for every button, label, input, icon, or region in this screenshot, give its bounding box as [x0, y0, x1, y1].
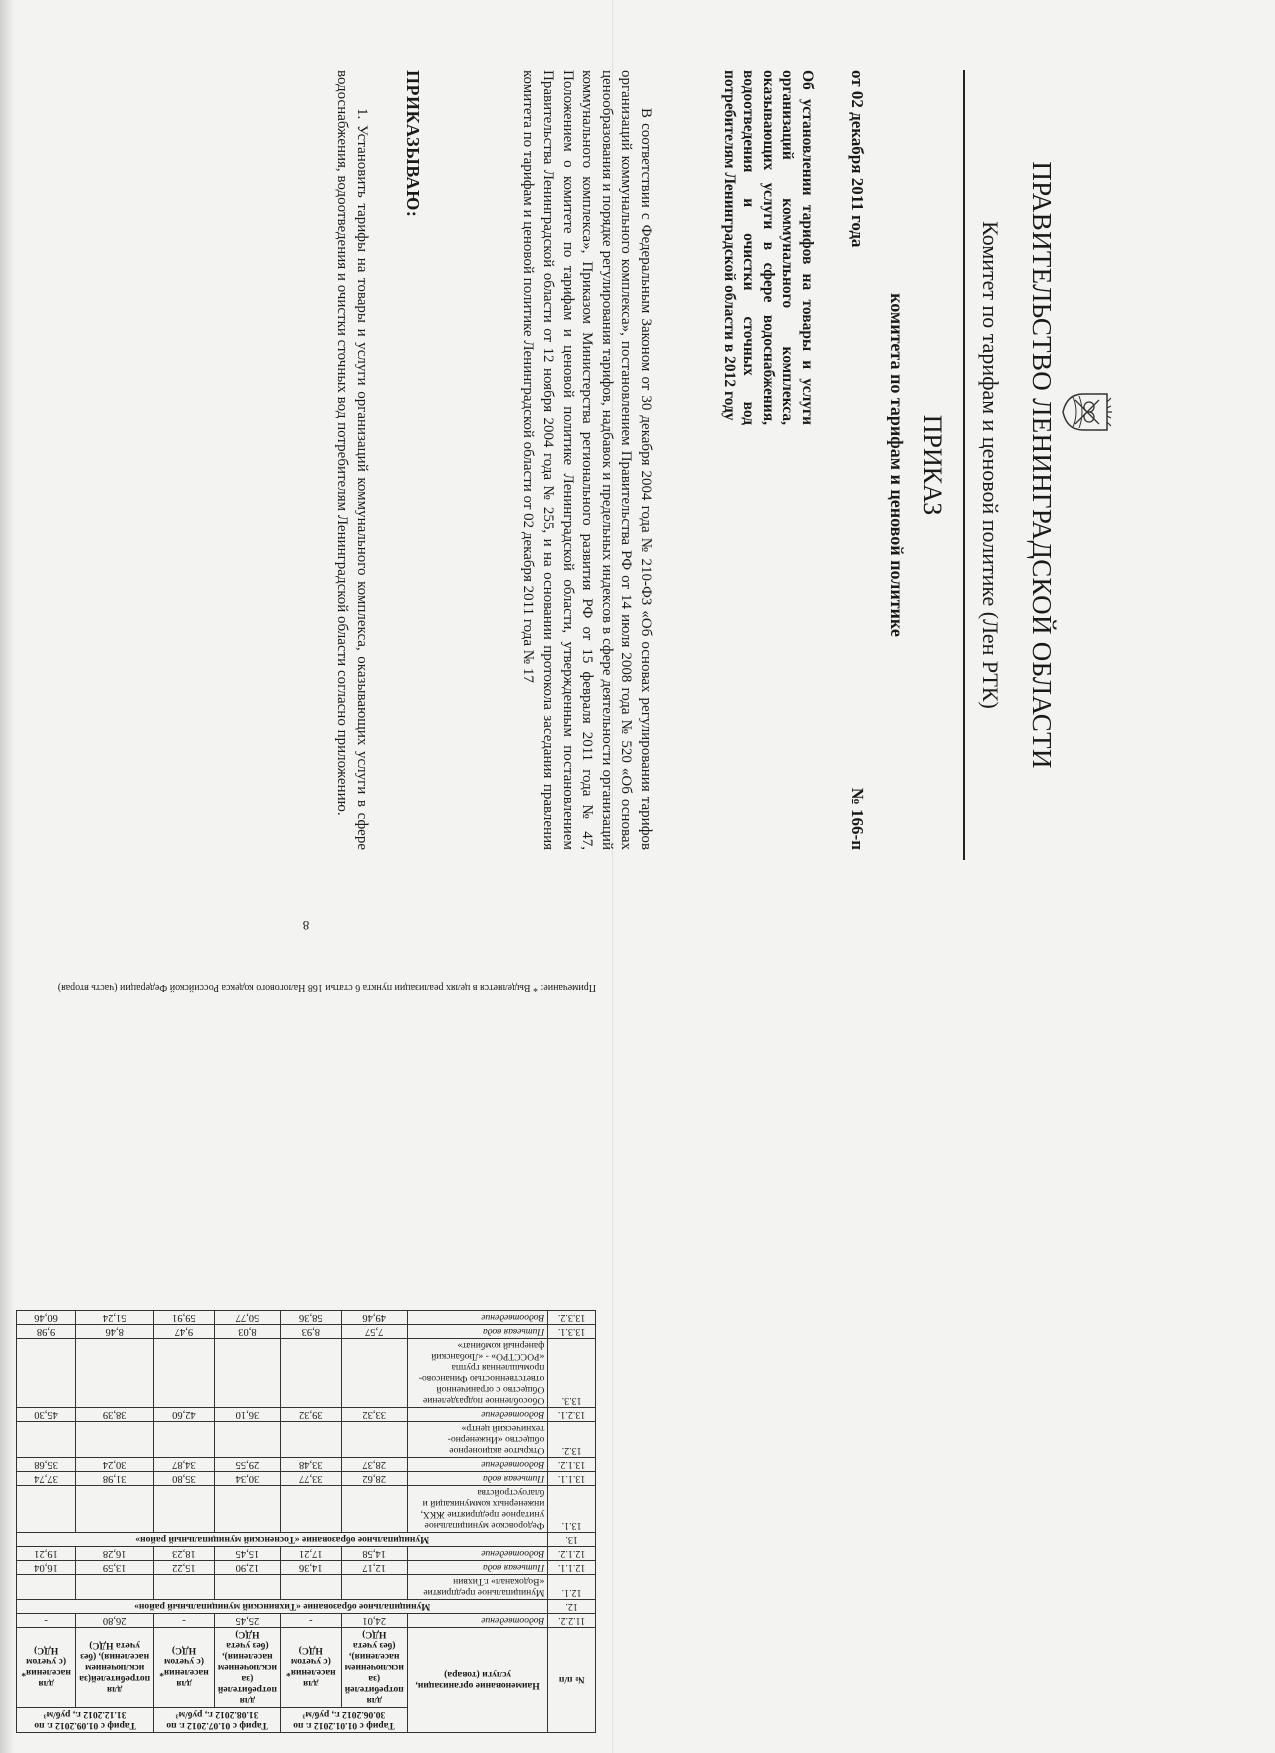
row-number: 12.1. — [548, 1575, 596, 1600]
row-number: 11.2.2. — [548, 1614, 596, 1628]
header-period-2: Тариф с 01.07.2012 г. по 31.08.2012 г., руб/м³ — [154, 1708, 281, 1733]
tariff-value: 58,36 — [280, 1311, 341, 1325]
preamble-paragraph: В соответствии с Федеральным Законом от 30 декабря 2004 года № 210-ФЗ «Об основах регулирования тарифов организаций коммунального комплекса», постановлением Правительства РФ от 14 июля 2008 года № 520 «Об основах ценообразования и порядке регулирования тарифов, надбавок и предельных индексов в сфере деятельности организаций коммунального комплекса», Приказом Министерства регионального развития РФ от 15 февраля 2011 года № 47, Положением о комитете по тарифам и ценовой политике Ленинградской области, утвержденным постановлением Правительства Ленинградской области от 12 ноября 2004 года № 255, и на основании протокола заседания правления комитета по тарифам и ценовой политике Ленинградской области от 02 декабря 2011 года № 17 — [520, 70, 654, 850]
header-name: Наименование организации, услуги (товара) — [407, 1628, 548, 1733]
committee-heading: Комитет по тарифам и ценовой политике (Лен РТК) — [978, 221, 1003, 709]
empty-cell — [341, 1486, 407, 1533]
empty-cell — [214, 1339, 280, 1408]
header-population-3: для населения* (с учетом НДС) — [17, 1628, 76, 1708]
tariff-value: 60,46 — [17, 1311, 76, 1325]
tariff-value: 51,24 — [76, 1311, 154, 1325]
empty-cell — [154, 1575, 215, 1600]
tariff-value: 24,01 — [341, 1614, 407, 1628]
decree-point-1: 1. Установить тарифы на товары и услуги организаций коммунального комплекса, оказывающих услуги в сфере водоснабжения, водоотведения и очистки сточных вод потребителям Ленинградской области согласно приложению. — [334, 70, 370, 850]
tariff-value: 28,37 — [341, 1458, 407, 1472]
table-row — [17, 1458, 596, 1472]
tariff-value: 9,98 — [17, 1325, 76, 1339]
tariff-value: 16,28 — [76, 1547, 154, 1561]
tariff-value: 33,48 — [280, 1458, 341, 1472]
tariff-value: - — [17, 1614, 76, 1628]
tariff-value: 34,87 — [154, 1458, 215, 1472]
coat-of-arms-icon — [1061, 390, 1113, 434]
row-number: 12. — [548, 1600, 596, 1614]
tariff-value: 35,80 — [154, 1472, 215, 1486]
empty-cell — [76, 1422, 154, 1458]
tariff-value: 15,22 — [154, 1561, 215, 1575]
empty-cell — [280, 1339, 341, 1408]
tariff-value: 35,68 — [17, 1458, 76, 1472]
header-population-1: для населения* (с учетом НДС) — [280, 1628, 341, 1708]
tariff-value: 59,91 — [154, 1311, 215, 1325]
empty-cell — [17, 1575, 76, 1600]
tariff-value: 16,04 — [17, 1561, 76, 1575]
service-name: Питьевая вода — [407, 1325, 548, 1339]
row-number: 13.3. — [548, 1339, 596, 1408]
service-name: Питьевая вода — [407, 1561, 548, 1575]
tariff-value: 18,23 — [154, 1547, 215, 1561]
tariff-value: 14,58 — [341, 1547, 407, 1561]
tariff-value: - — [154, 1614, 215, 1628]
service-name: Водоотведение — [407, 1458, 548, 1472]
table-row — [17, 1472, 596, 1486]
tariff-value: 37,74 — [17, 1472, 76, 1486]
tariff-table-page — [16, 918, 596, 1733]
table-footnote: Примечание: * Выделяется в целях реализации пункта 6 статьи 168 Налогового кодекса Российской Федерации (часть вторая) — [57, 982, 596, 993]
tariff-value: 8,93 — [280, 1325, 341, 1339]
tariff-value: 38,39 — [76, 1408, 154, 1422]
document-number: № 166-п — [848, 787, 867, 850]
tariff-value: 14,36 — [280, 1561, 341, 1575]
section-title: Муниципальное образование «Тихвинский муниципальный район» — [17, 1600, 548, 1614]
header-population-2: для населения* (с учетом НДС) — [154, 1628, 215, 1708]
empty-cell — [76, 1486, 154, 1533]
table-row — [17, 1614, 596, 1628]
tariff-value: 25,45 — [214, 1614, 280, 1628]
tariff-table — [16, 1310, 596, 1733]
service-name: Водоотведение — [407, 1614, 548, 1628]
tariff-value: 8,03 — [214, 1325, 280, 1339]
page-number: 8 — [302, 918, 310, 933]
header-consumers-1: для потребителей (за исключением населения), (без учета НДС) — [341, 1628, 407, 1708]
tariff-value: 33,32 — [341, 1408, 407, 1422]
empty-cell — [17, 1486, 76, 1533]
header-rule — [963, 70, 965, 860]
empty-cell — [341, 1575, 407, 1600]
row-number: 13.1.2. — [548, 1458, 596, 1472]
tariff-value: 42,60 — [154, 1408, 215, 1422]
empty-cell — [280, 1486, 341, 1533]
document-type-heading: ПРИКАЗ — [918, 414, 947, 516]
row-number: 12.1.1. — [548, 1561, 596, 1575]
table-row — [17, 1408, 596, 1422]
organization-name: Открытое акционерное общество «Инженерно-технический центр» — [407, 1422, 548, 1458]
tariff-value: 49,46 — [341, 1311, 407, 1325]
empty-cell — [341, 1339, 407, 1408]
tariff-value: 30,24 — [76, 1458, 154, 1472]
tariff-value: 15,45 — [214, 1547, 280, 1561]
tariff-value: 36,10 — [214, 1408, 280, 1422]
tariff-value: 9,47 — [154, 1325, 215, 1339]
tariff-value: 45,30 — [17, 1408, 76, 1422]
row-number: 13.2. — [548, 1422, 596, 1458]
empty-cell — [154, 1486, 215, 1533]
table-row — [17, 1339, 596, 1408]
tariff-value: 28,62 — [341, 1472, 407, 1486]
row-number: 13.1.1. — [548, 1472, 596, 1486]
row-number: 13. — [548, 1533, 596, 1547]
header-num: № п/п — [548, 1628, 596, 1733]
organization-name: Муниципальное предприятие «Водоканал» г.Тихвин — [407, 1575, 548, 1600]
service-name: Питьевая вода — [407, 1472, 548, 1486]
service-name: Водоотведение — [407, 1408, 548, 1422]
decree-heading: ПРИКАЗЫВАЮ: — [403, 70, 423, 218]
row-number: 13.3.2. — [548, 1311, 596, 1325]
empty-cell — [214, 1575, 280, 1600]
tariff-value: 8,46 — [76, 1325, 154, 1339]
table-row — [17, 1533, 596, 1547]
table-row — [17, 1575, 596, 1600]
row-number: 13.2.1. — [548, 1408, 596, 1422]
table-row — [17, 1547, 596, 1561]
table-row — [17, 1325, 596, 1339]
tariff-value: - — [280, 1614, 341, 1628]
tariff-value: 29,55 — [214, 1458, 280, 1472]
header-consumers-2: для потребителей (за исключением населения), (без учета НДС) — [214, 1628, 280, 1708]
scan-edge-shadow — [0, 0, 14, 1753]
tariff-value: 50,77 — [214, 1311, 280, 1325]
tariff-value: 19,21 — [17, 1547, 76, 1561]
order-page — [155, 70, 1115, 860]
row-number: 13.1. — [548, 1486, 596, 1533]
tariff-value: 26,80 — [76, 1614, 154, 1628]
table-row — [17, 1561, 596, 1575]
empty-cell — [154, 1422, 215, 1458]
service-name: Водоотведение — [407, 1311, 548, 1325]
row-number: 13.3.1. — [548, 1325, 596, 1339]
header-period-1: Тариф с 01.01.2012 г. по 30.06.2012 г., руб/м³ — [280, 1708, 407, 1733]
tariff-value: 30,34 — [214, 1472, 280, 1486]
empty-cell — [17, 1339, 76, 1408]
empty-cell — [214, 1422, 280, 1458]
tariff-value: 39,32 — [280, 1408, 341, 1422]
government-heading: ПРАВИТЕЛЬСТВО ЛЕНИНГРАДСКОЙ ОБЛАСТИ — [1027, 161, 1057, 769]
table-row — [17, 1311, 596, 1325]
empty-cell — [280, 1422, 341, 1458]
tariff-value: 12,90 — [214, 1561, 280, 1575]
table-row — [17, 1600, 596, 1614]
empty-cell — [280, 1575, 341, 1600]
tariff-value: 12,17 — [341, 1561, 407, 1575]
empty-cell — [341, 1422, 407, 1458]
empty-cell — [76, 1575, 154, 1600]
empty-cell — [214, 1486, 280, 1533]
row-number: 12.1.2. — [548, 1547, 596, 1561]
header-consumers-3: для потребителей(за исключением населения), (без учета НДС) — [76, 1628, 154, 1708]
service-name: Водоотведение — [407, 1547, 548, 1561]
empty-cell — [154, 1339, 215, 1408]
organization-name: Обособленное подразделение Общество с ограниченной ответственностью Финансово-промышленная группа «РОССТРО» - «Любанский фанерный комбинат» — [407, 1339, 548, 1408]
tariff-value: 7,57 — [341, 1325, 407, 1339]
document-date: от 02 декабря 2011 года — [848, 70, 867, 248]
document-subtitle: комитета по тарифам и ценовой политике — [887, 293, 907, 637]
organization-name: Федоровское муниципальное унитарное предприятие ЖКХ, инженерных коммуникаций и благоустройства — [407, 1486, 548, 1533]
header-period-3: Тариф с 01.09.2012 г. по 31.12.2012 г., руб/м³ — [17, 1708, 154, 1733]
section-title: Муниципальное образование «Тосненский муниципальный район» — [17, 1533, 548, 1547]
tariff-value: 31,98 — [76, 1472, 154, 1486]
tariff-value: 17,21 — [280, 1547, 341, 1561]
table-row — [17, 1422, 596, 1458]
document-subject: Об установлении тарифов на товары и услуги организаций коммунального комплекса, оказывающих услуги в сфере водоснабжения, водоотведения и очистки сточных вод потребителям Ленинградской области в 2012 году — [721, 70, 816, 425]
tariff-value: 13,59 — [76, 1561, 154, 1575]
table-row — [17, 1486, 596, 1533]
empty-cell — [17, 1422, 76, 1458]
tariff-value: 33,77 — [280, 1472, 341, 1486]
empty-cell — [76, 1339, 154, 1408]
